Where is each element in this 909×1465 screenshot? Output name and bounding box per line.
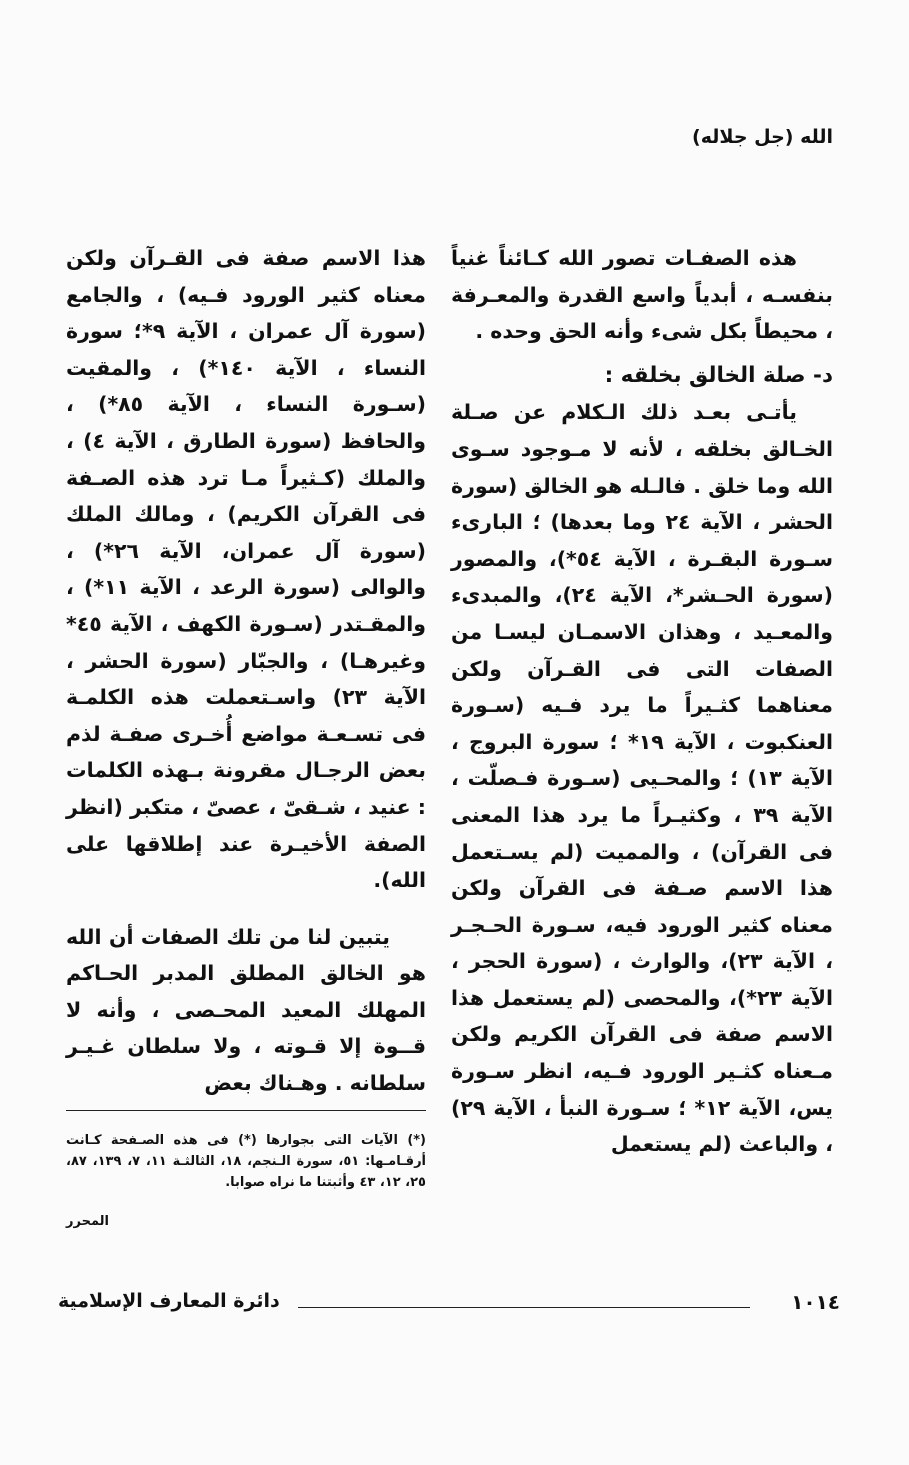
left-paragraph-2: يتبين لنا من تلك الصفات أن الله هو الخالق المطلق المدبر الحـاكم المهلك المعيد المحـصى ، وأنه لا قــوة إلا قـوته ، ولا سلطان غـيـر سلطانه . وهـناك بعض <box>66 924 426 1096</box>
footer-divider <box>298 1307 750 1308</box>
footnote-signature: المحرر <box>66 1214 109 1229</box>
page-number: ١٠١٤ <box>791 1290 840 1314</box>
footer-book-title: دائرة المعارف الإسلامية <box>58 1290 280 1312</box>
right-paragraph-1: هذه الصفـات تصور الله كـائناً غنياً بنفسـه ، أبدياً واسع القدرة والمعـرفة ، محيطاً بكل شىء وأنه الحق وحده . <box>451 246 833 344</box>
footnote-divider <box>66 1110 426 1111</box>
right-paragraph-2: يأتـى بعـد ذلك الـكلام عن صـلة الخـالق بخلقه ، لأنه لا مـوجود سـوى الله وما خلق . فالـله هو الخالق (سورة الحشر ، الآية ٢٤ وما بعدها) ؛ البارىء سـورة البقـرة ، الآية ٥٤*)، والمصور (سورة الحـشر*، الآية ٢٤)، والمبدىء والمعـيد ، وهذان الاسمـان ليسـا من الصفات التى فى القـرآن ولكن معناهما كثـيراً ما يرد فـيه (سـورة العنكبوت ، الآية ١٩* ؛ سورة البروج ، الآية ١٣) ؛ والمحـيى (سـورة فـصلّت ، الآية ٣٩ ، وكثيـراً ما يرد هذا المعنى فى القرآن) ، والمميت (لم يسـتعمل هذا الاسم صـفة فى القرآن ولكن معناه كثير الورود فيه، سـورة الحـجـر ، الآية ٢٣)، والوارث ، (سورة الحجر ، الآية ٢٣*)، والمحصى (لم يستعمل هذا الاسم صفة فى القرآن الكريم ولكن مـعناه كثـير الورود فـيه، انظر سـورة يس، الآية ١٢* ؛ سـورة النبأ ، الآية ٢٩) ، والباعث (لم يستعمل <box>451 400 833 1157</box>
page-footer <box>58 1290 840 1324</box>
left-column <box>66 240 426 1102</box>
footnote-text: (*) الآيات التى بجوارها (*) فى هذه الصـفحة كـانت أرقـامـها: ٥١، سورة الـنجم، ١٨، الثالثـة ١١، ٧، ١٣٩، ٨٧، ٢٥، ١٢، ٤٣ وأثبتنا ما نراه صوابا. <box>66 1133 427 1190</box>
right-column <box>451 240 833 1163</box>
left-paragraph-1: هذا الاسم صفة فى القـرآن ولكن معناه كثير الورود فـيه) ، والجامع (سورة آل عمران ، الآية ٩*؛ سورة النساء ، الآية ١٤٠*) ، والمقيت (سـورة النساء ، الآية ٨٥*) ، والحافظ (سورة الطارق ، الآية ٤) ، والملك (كـثيراً مـا ترد هذه الصـفة فى القرآن الكريم) ، ومالك الملك (سورة آل عمران، الآية ٢٦*) ، والوالى (سورة الرعد ، الآية ١١*) ، والمقـتدر (سـورة الكهف ، الآية ٤٥* وغيرهـا) ، والجبّار (سورة الحشر ، الآية ٢٣) واسـتعملت هذه الكلمـة فى تسـعـة مواضع أُخـرى صفـة لذم بعض الرجـال مقرونة بـهذه الكلمات : عنيد ، شـقىّ ، عصىّ ، متكبر (انظر الصفة الأخيـرة عند إطلاقها على الله). <box>66 246 427 893</box>
section-heading: د- صلة الخالق بخلقه : <box>604 362 833 388</box>
page-header-title: الله (جل جلاله) <box>692 126 833 148</box>
